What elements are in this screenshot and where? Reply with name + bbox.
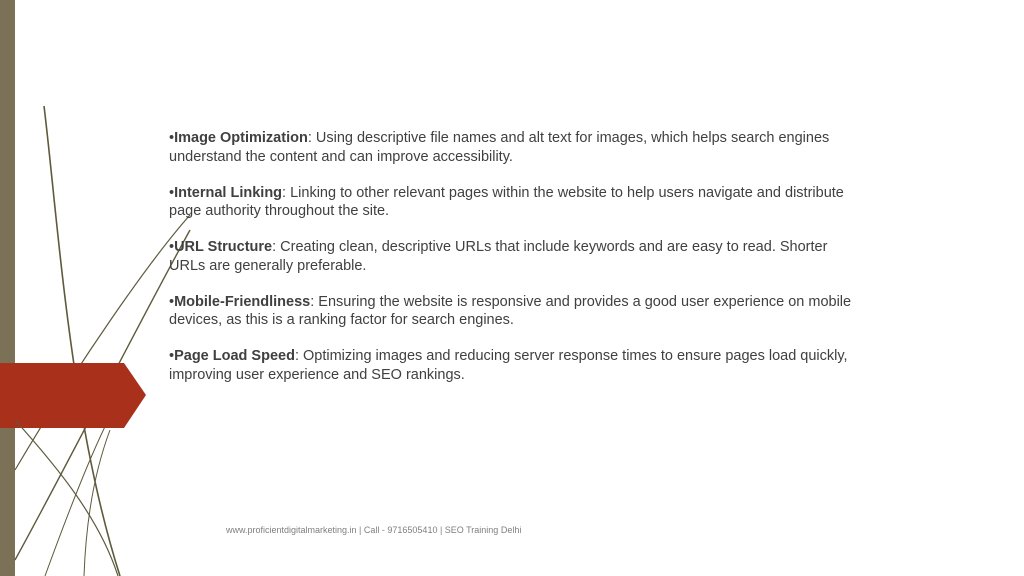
bullet-internal-linking	[169, 184, 859, 221]
bullet-url-structure	[169, 238, 859, 275]
bullet-marker: •	[169, 293, 175, 310]
bullet-marker: •	[169, 348, 175, 364]
bullet-description: : Creating clean, descriptive URLs that include keywords and are easy to read. Shorter URLs are generally preferable.	[169, 239, 828, 274]
bullet-term: URL Structure	[174, 239, 273, 255]
bullet-description: : Linking to other relevant pages within the website to help users navigate and distribute page authority throughout the site.	[169, 184, 844, 219]
bullet-mobile-friendliness	[169, 293, 859, 330]
curve-line-5	[84, 430, 110, 576]
curve-line-1	[44, 106, 120, 576]
bullet-image-optimization	[169, 129, 859, 166]
bullet-term: Internal Linking	[174, 184, 283, 201]
footer-text: www.proficientdigitalmarketing.in | Call - 9716505410 | SEO Training Delhi	[226, 525, 522, 535]
bullet-marker: •	[169, 184, 175, 201]
bullet-page-load-speed	[169, 347, 859, 384]
bullet-marker: •	[169, 130, 175, 146]
bullet-list	[169, 129, 859, 402]
bullet-term: Page Load Speed	[174, 348, 295, 364]
bullet-marker: •	[169, 239, 175, 255]
bullet-description: : Using descriptive file names and alt text for images, which helps search engines understand the content and can improve accessibility.	[169, 130, 830, 165]
bullet-description: : Optimizing images and reducing server response times to ensure pages load quickly, improving user experience and SEO rankings.	[169, 348, 848, 383]
bullet-term: Mobile-Friendliness	[174, 293, 311, 310]
bullet-term: Image Optimization	[174, 130, 308, 146]
red-arrow-shape	[0, 363, 146, 428]
bullet-description: : Ensuring the website is responsive and provides a good user experience on mobile devices, as this is a ranking factor for search engines.	[169, 293, 852, 328]
